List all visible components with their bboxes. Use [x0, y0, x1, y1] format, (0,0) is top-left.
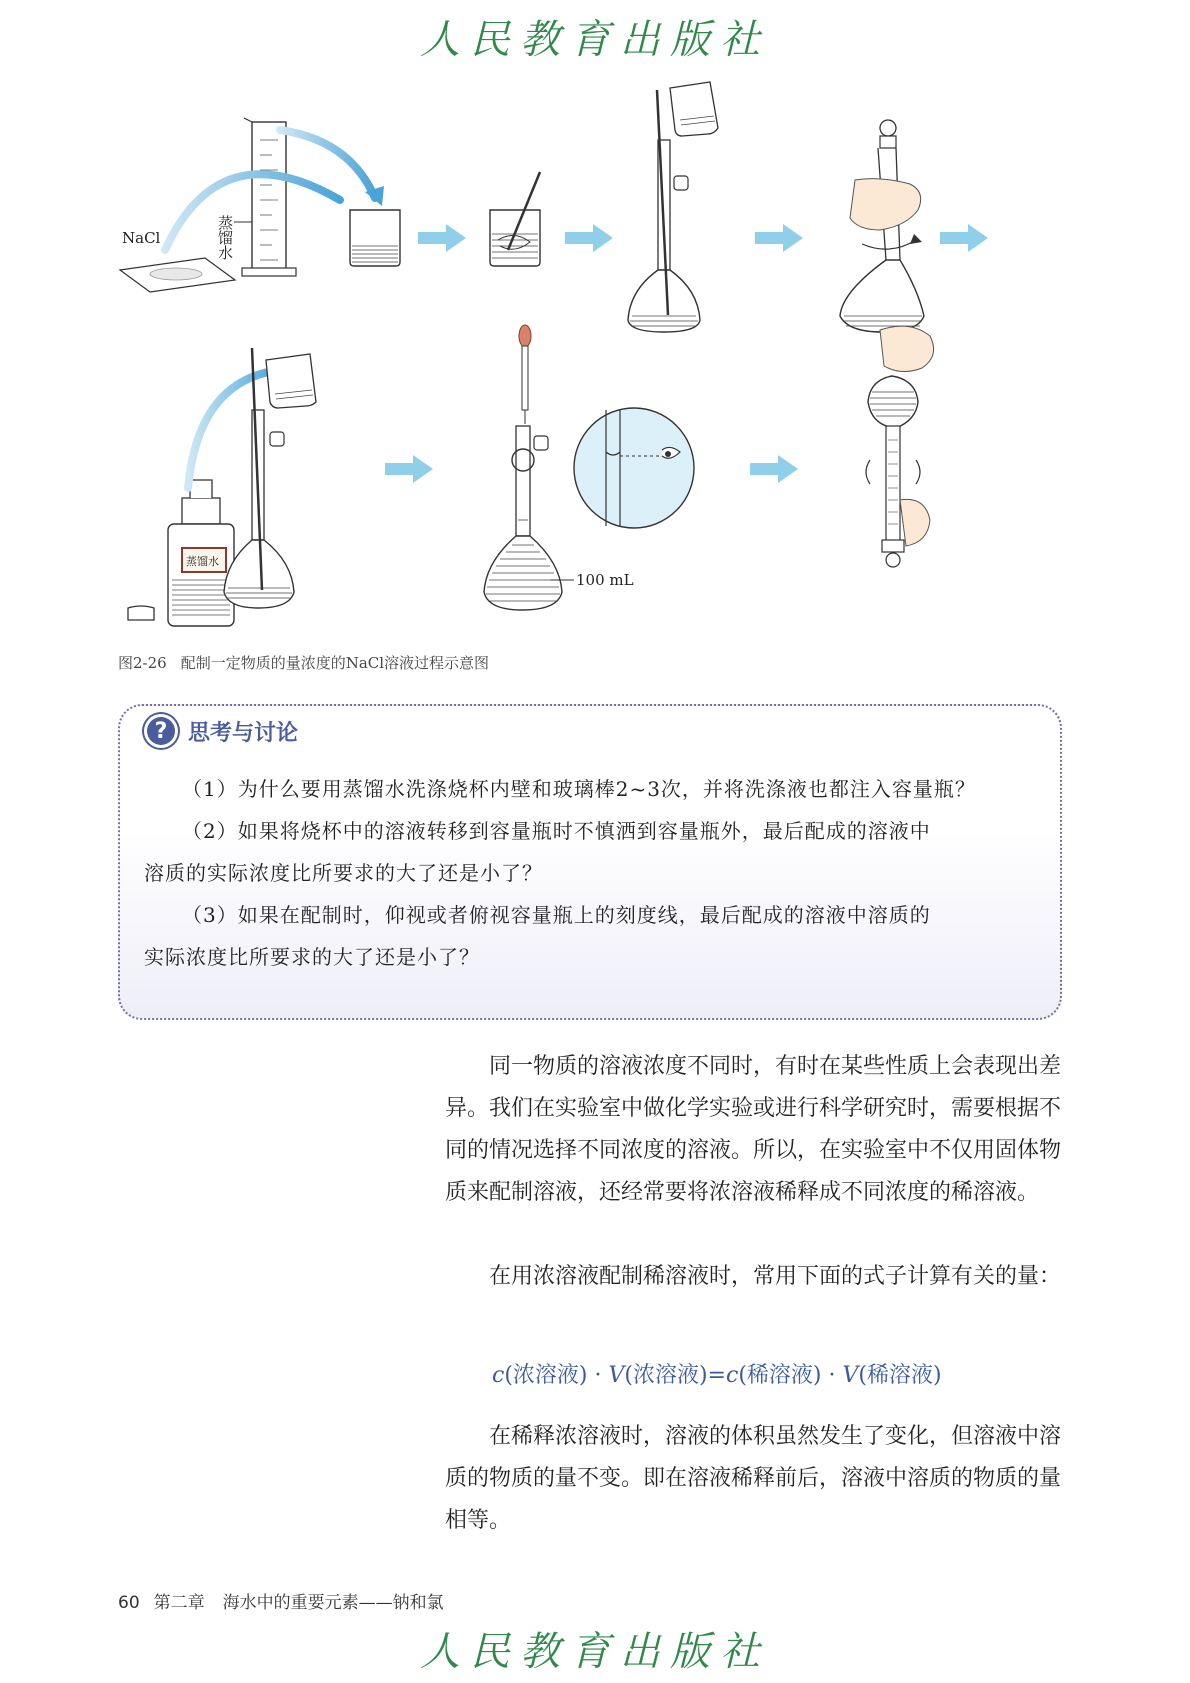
flask-with-dropper [484, 325, 574, 610]
flask-inverted-mixing [866, 326, 934, 567]
body-paragraph-3: 在稀释浓溶液时，溶液的体积虽然发生了变化，但溶液中溶质的物质的量不变。即在溶液稀释前后，溶液中溶质的物质的量相等。 [445, 1424, 1062, 1533]
formula-dilute-1: (稀溶液) [738, 1363, 822, 1388]
svg-text:蒸馏水: 蒸馏水 [216, 215, 234, 260]
formula-v1: V [608, 1363, 625, 1388]
meniscus-magnified-view [574, 408, 694, 528]
transfer-arc-bottle [188, 370, 280, 488]
body-paragraph-2: 在用浓溶液配制稀溶液时，常用下面的式子计算有关的量： [489, 1264, 1062, 1289]
question-1: （1）为什么要用蒸馏水洗涤烧杯内壁和玻璃棒2~3次，并将洗涤液也都注入容量瓶？ [182, 777, 976, 801]
discuss-header [144, 714, 298, 748]
body-paragraph-2-block [445, 1256, 1065, 1298]
figure-caption-text: 配制一定物质的量浓度的NaCl溶液过程示意图 [180, 654, 490, 672]
discuss-title: 思考与讨论 [188, 720, 299, 746]
chapter-number: 第二章 [153, 1593, 205, 1613]
beaker-stirring [490, 172, 540, 266]
step-arrow-6 [750, 455, 798, 483]
step-arrow-3 [755, 224, 803, 252]
bottle-cap [128, 606, 154, 620]
question-2-line-1: （2）如果将烧杯中的溶液转移到容量瓶时不慎洒到容量瓶外，最后配成的溶液中 [182, 819, 931, 843]
question-3-line-2: 实际浓度比所要求的大了还是小了？ [144, 945, 480, 969]
dilution-formula [492, 1358, 942, 1389]
nacl-weighing-paper [120, 258, 235, 292]
flask-swirling [840, 120, 924, 332]
formula-v2: V [842, 1363, 859, 1388]
question-2-line-2: 溶质的实际浓度比所要求的大了还是小了？ [144, 861, 543, 885]
transfer-arc-water [280, 130, 375, 198]
formula-equals: = [707, 1363, 726, 1388]
question-mark-icon: ? [144, 714, 178, 748]
figure-number: 图2-26 [118, 654, 167, 672]
body-paragraph-1-block [445, 1046, 1065, 1214]
svg-text:蒸馏水: 蒸馏水 [186, 555, 219, 568]
formula-c2: c [725, 1363, 739, 1388]
step-arrow-4 [940, 224, 988, 252]
formula-dot-2: · [821, 1363, 843, 1388]
graduated-cylinder [242, 118, 296, 276]
volume-mark-label: 100 mL [576, 571, 634, 589]
publisher-logo-top: 人民教育出版社 [420, 17, 770, 63]
figure-caption [118, 652, 489, 673]
step-arrow-2 [565, 224, 613, 252]
nacl-solution-procedure-figure [110, 80, 1070, 640]
think-and-discuss-box [118, 704, 1062, 1020]
question-3-line-1: （3）如果在配制时，仰视或者俯视容量瓶上的刻度线，最后配成的溶液中溶质的 [182, 903, 931, 927]
body-paragraph-1: 同一物质的溶液浓度不同时，有时在某些性质上会表现出差异。我们在实验室中做化学实验或进行科学研究时，需要根据不同的情况选择不同浓度的溶液。所以，在实验室中不仅用固体物质来配制溶液，还经常要将浓溶液稀释成不同浓度的稀溶液。 [445, 1054, 1062, 1205]
formula-dot-1: · [587, 1363, 609, 1388]
publisher-logo-bottom: 人民教育出版社 [420, 1629, 770, 1675]
distilled-water-bottle [168, 480, 234, 626]
formula-conc-2: (浓溶液) [624, 1363, 708, 1388]
chapter-title: 海水中的重要元素——钠和氯 [222, 1593, 444, 1613]
body-paragraph-3-block [445, 1416, 1065, 1542]
formula-c1: c [492, 1363, 505, 1388]
page-number: 60 [118, 1593, 140, 1613]
beaker-empty-mix [350, 210, 400, 266]
nacl-label: NaCl [122, 229, 161, 247]
volumetric-flask-transfer [628, 82, 718, 332]
step-arrow-5 [385, 455, 433, 483]
formula-conc-1: (浓溶液) [504, 1363, 588, 1388]
page-footer [118, 1588, 444, 1613]
step-arrow-1 [418, 224, 466, 252]
distilled-water-label-vertical [216, 214, 252, 260]
formula-dilute-2: (稀溶液) [858, 1363, 942, 1388]
